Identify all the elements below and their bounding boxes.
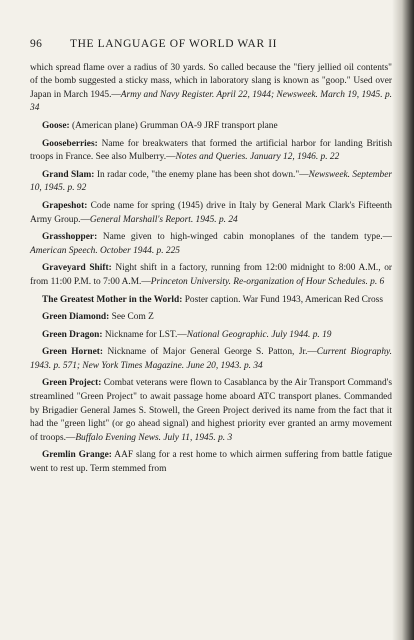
continued-text: which spread flame over a radius of 30 yards. So called because the "fiery jellied oil contents" of the bomb suggested a sticky mass, which in laboratory slang is known as "goop." Used over Japan in March 1945.— bbox=[30, 62, 392, 100]
entry-term: The Greatest Mother in the World: bbox=[42, 294, 183, 305]
entry-definition: Nickname of Major General George S. Patton, Jr.— bbox=[107, 347, 317, 358]
entry-definition: (American plane) Grumman OA-9 JRF transport plane bbox=[71, 120, 278, 131]
entry-definition: Name for breakwaters that formed the artificial harbor for landing British troops in France. See also Mulberry.— bbox=[30, 138, 393, 163]
continued-entry bbox=[30, 62, 392, 116]
entry-source: Princeton University. Re-organization of Hour Schedules. p. 6 bbox=[150, 276, 385, 287]
entry-term: Green Hornet: bbox=[42, 347, 104, 358]
entry-definition: AAF slang for a rest home to which airmen suffering from battle fatigue went to rest up. Term stemmed from bbox=[30, 450, 393, 475]
entry-term: Green Diamond: bbox=[42, 312, 110, 323]
entry-term: Green Project: bbox=[42, 378, 102, 389]
entry-definition: Code name for spring (1945) drive in Italy by General Mark Clark's Fifteenth Army Group.— bbox=[30, 200, 392, 225]
glossary-entry bbox=[30, 138, 392, 165]
entry-term: Gooseberries: bbox=[42, 138, 98, 149]
entry-definition: In radar code, "the enemy plane has been shot down."— bbox=[96, 169, 309, 180]
entry-definition: Poster caption. War Fund 1943, American Red Cross bbox=[184, 294, 383, 305]
entry-definition: Combat veterans were flown to Casablanca by the Air Transport Command's streamlined "Green Project" to await passage home aboard ATC transport planes. Commanded by Brigadier General James S. Stowell, the Green Project derived its name from the fact that it had the "green light" (or go ahead signal) and highest priority ever granted an army movement of troops.— bbox=[30, 378, 393, 443]
entry-source: American Speech. October 1944. p. 225 bbox=[30, 245, 180, 256]
entry-definition: See Com Z bbox=[111, 312, 154, 323]
entry-source: Current Biography. 1943. p. 571; New York Times Magazine. June 20, 1943. p. 34 bbox=[30, 347, 392, 371]
glossary-entry bbox=[30, 262, 392, 289]
entry-source: General Marshall's Report. 1945. p. 24 bbox=[89, 214, 238, 225]
dictionary-page bbox=[30, 38, 392, 481]
continued-source: Army and Navy Register. April 22, 1944; Newsweek. March 19, 1945. p. 34 bbox=[30, 89, 392, 114]
entry-term: Green Dragon: bbox=[42, 329, 103, 340]
entry-source: Buffalo Evening News. July 11, 1945. p. 3 bbox=[75, 432, 233, 443]
entry-term: Grand Slam: bbox=[42, 169, 95, 180]
glossary-entry bbox=[30, 169, 392, 196]
glossary-entry bbox=[30, 231, 392, 258]
glossary-entry bbox=[30, 329, 392, 343]
entry-source: Notes and Queries. January 12, 1946. p. 22 bbox=[175, 152, 340, 163]
glossary-entry bbox=[30, 346, 392, 373]
entry-term: Goose: bbox=[42, 120, 70, 131]
running-header bbox=[30, 38, 392, 52]
book-spine-shadow bbox=[392, 0, 414, 640]
glossary-entry bbox=[30, 120, 392, 134]
entry-term: Gremlin Grange: bbox=[42, 450, 112, 461]
entry-definition: Nickname for LST.— bbox=[104, 329, 187, 340]
entry-term: Grasshopper: bbox=[42, 232, 98, 243]
book-title: THE LANGUAGE OF WORLD WAR II bbox=[70, 38, 278, 50]
entry-definition: Night shift in a factory, running from 12:00 midnight to 8:00 A.M., or from 11:00 P.M. to 7:00 A.M.— bbox=[30, 263, 393, 287]
glossary-entry bbox=[30, 377, 392, 445]
entry-term: Grapeshot: bbox=[42, 200, 88, 211]
entry-definition: Name given to high-winged cabin monoplanes of the tandem type.— bbox=[102, 232, 392, 243]
entry-term: Graveyard Shift: bbox=[42, 263, 112, 274]
entry-source: Newsweek. September 10, 1945. p. 92 bbox=[30, 169, 393, 194]
glossary-entry bbox=[30, 294, 392, 308]
entry-source: National Geographic. July 1944. p. 19 bbox=[186, 329, 332, 340]
entry-list bbox=[30, 120, 392, 477]
glossary-entry bbox=[30, 449, 392, 476]
glossary-entry bbox=[30, 200, 392, 227]
page-number: 96 bbox=[30, 38, 43, 50]
glossary-entry bbox=[30, 311, 392, 325]
